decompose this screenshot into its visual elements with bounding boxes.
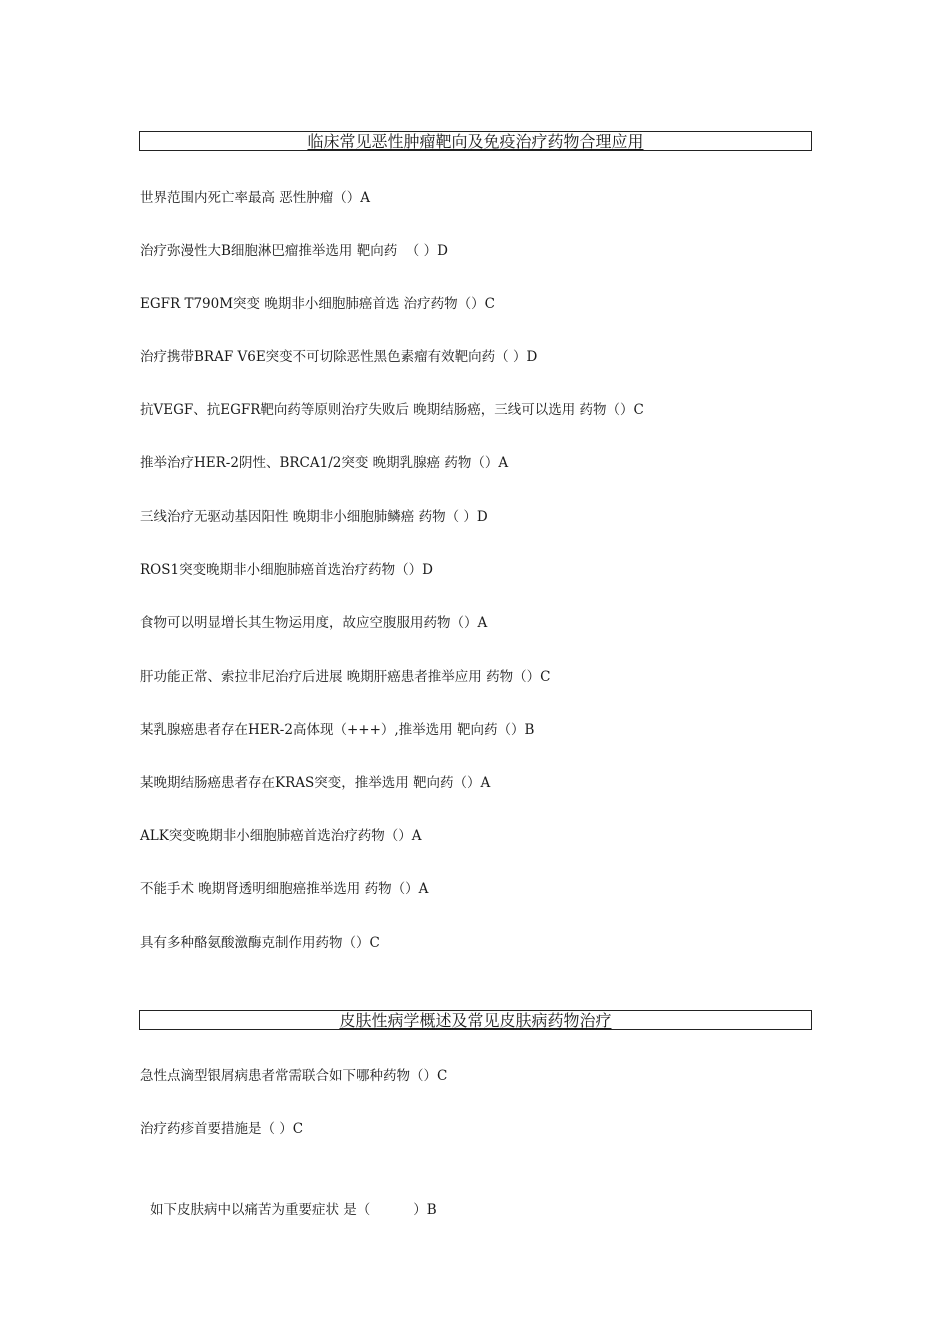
section-title-oncology [139, 131, 812, 151]
question-item: 世界范围内死亡率最高 恶性肿瘤（）A [140, 190, 371, 206]
question-item: 三线治疗无驱动基因阳性 晚期非小细胞肺鳞癌 药物（ ）D [140, 509, 488, 525]
question-item: ROS1突变晚期非小细胞肺癌首选治疗药物（）D [140, 562, 433, 578]
question-item: 抗VEGF、抗EGFR靶向药等原则治疗失败后 晚期结肠癌，三线可以选用 药物（）C [140, 402, 644, 418]
section-title-text: 临床常见恶性肿瘤靶向及免疫治疗药物合理应用 [307, 132, 644, 151]
question-item: 治疗药疹首要措施是（ ）C [140, 1121, 304, 1137]
question-item: 不能手术 晚期肾透明细胞癌推举选用 药物（）A [140, 881, 429, 897]
question-item: ALK突变晚期非小细胞肺癌首选治疗药物（）A [140, 828, 422, 844]
question-item: 具有多种酪氨酸激酶克制作用药物（）C [140, 935, 380, 951]
question-item: EGFR T790M突变 晚期非小细胞肺癌首选 治疗药物（）C [140, 296, 495, 312]
question-item: 某晚期结肠癌患者存在KRAS突变，推举选用 靶向药（）A [140, 775, 491, 791]
question-item: 食物可以明显增长其生物运用度，故应空腹服用药物（）A [140, 615, 488, 631]
section-title-dermatology [139, 1010, 812, 1030]
question-item: 某乳腺癌患者存在HER-2高体现（+++）,推举选用 靶向药（）B [140, 722, 535, 738]
question-item: 如下皮肤病中以痛苦为重要症状 是（ ）B [150, 1202, 437, 1218]
question-item: 推举治疗HER-2阴性、BRCA1/2突变 晚期乳腺癌 药物（）A [140, 455, 509, 471]
question-item: 肝功能正常、索拉非尼治疗后进展 晚期肝癌患者推举应用 药物（）C [140, 669, 551, 685]
question-item: 治疗弥漫性大B细胞淋巴瘤推举选用 靶向药 （ ）D [140, 243, 448, 259]
question-item: 治疗携带BRAF V6E突变不可切除恶性黑色素瘤有效靶向药（ ）D [140, 349, 538, 365]
section-title-text: 皮肤性病学概述及常见皮肤病药物治疗 [339, 1011, 612, 1030]
question-item: 急性点滴型银屑病患者常需联合如下哪种药物（）C [140, 1068, 448, 1084]
